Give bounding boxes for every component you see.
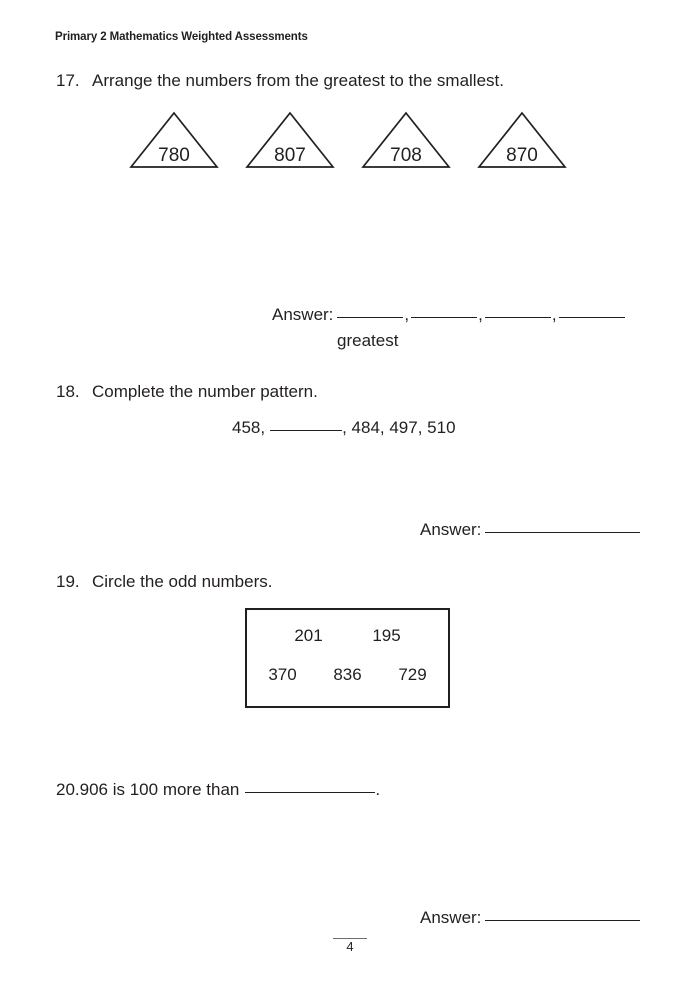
triangle-shape-1 <box>128 110 220 170</box>
question-18-prompt <box>56 382 318 402</box>
question-18-text: Complete the number pattern. <box>92 382 318 401</box>
question-20-answer-row <box>420 908 640 928</box>
number-box-row-1 <box>247 626 448 646</box>
answer-hint-greatest: greatest <box>337 331 399 350</box>
answer-blank-17-1[interactable] <box>337 317 403 318</box>
triangle-shape-2 <box>244 110 336 170</box>
question-19-prompt <box>56 572 272 592</box>
question-20-prompt <box>56 780 380 800</box>
answer-blank-17-2[interactable] <box>411 317 477 318</box>
pattern-after: , 484, 497, 510 <box>342 418 456 437</box>
number-box-value-195[interactable]: 195 <box>372 626 401 645</box>
pattern-blank[interactable] <box>270 430 342 431</box>
triangle-value-1: 780 <box>158 145 190 166</box>
answer-separator-17-3: , <box>551 305 557 324</box>
answer-label-18: Answer: <box>420 520 482 539</box>
question-20-blank[interactable] <box>245 792 375 793</box>
number-box-value-729[interactable]: 729 <box>398 665 427 684</box>
triangle-value-4: 870 <box>506 145 538 166</box>
answer-blank-17-4[interactable] <box>559 317 625 318</box>
answer-blank-18[interactable] <box>485 532 640 533</box>
question-19-number: 19. <box>56 572 80 591</box>
question-20-text-after: . <box>375 780 381 799</box>
pattern-before: 458, <box>232 418 266 437</box>
answer-blank-17-3[interactable] <box>485 317 551 318</box>
page-footer <box>0 938 700 954</box>
answer-label-17: Answer: <box>272 305 334 324</box>
question-20-number: 20. <box>56 780 80 799</box>
answer-blank-20[interactable] <box>485 920 640 921</box>
question-18-answer-row <box>420 520 640 540</box>
question-19-number-box <box>245 608 450 708</box>
question-17-number: 17. <box>56 71 80 90</box>
question-17-triangles <box>120 110 590 172</box>
answer-label-20: Answer: <box>420 908 482 927</box>
question-20-text-before: 906 is 100 more than <box>79 780 240 799</box>
number-box-row-2 <box>247 665 448 685</box>
question-18-number: 18. <box>56 382 80 401</box>
question-17-prompt <box>56 71 504 91</box>
running-head: Primary 2 Mathematics Weighted Assessments <box>55 31 308 43</box>
number-box-value-370[interactable]: 370 <box>268 665 297 684</box>
triangle-shape-3 <box>360 110 452 170</box>
triangle-shape-4 <box>476 110 568 170</box>
triangle-value-3: 708 <box>390 145 422 166</box>
page-number: 4 <box>346 939 354 954</box>
question-18-pattern <box>232 418 456 438</box>
question-17-answer-row <box>272 305 625 325</box>
number-box-value-836[interactable]: 836 <box>333 665 362 684</box>
triangle-value-2: 807 <box>274 145 306 166</box>
number-box-value-201[interactable]: 201 <box>294 626 323 645</box>
question-19-text: Circle the odd numbers. <box>92 572 273 591</box>
answer-separator-17-1: , <box>404 305 410 324</box>
question-17-text: Arrange the numbers from the greatest to the smallest. <box>92 71 504 90</box>
answer-separator-17-2: , <box>478 305 483 324</box>
